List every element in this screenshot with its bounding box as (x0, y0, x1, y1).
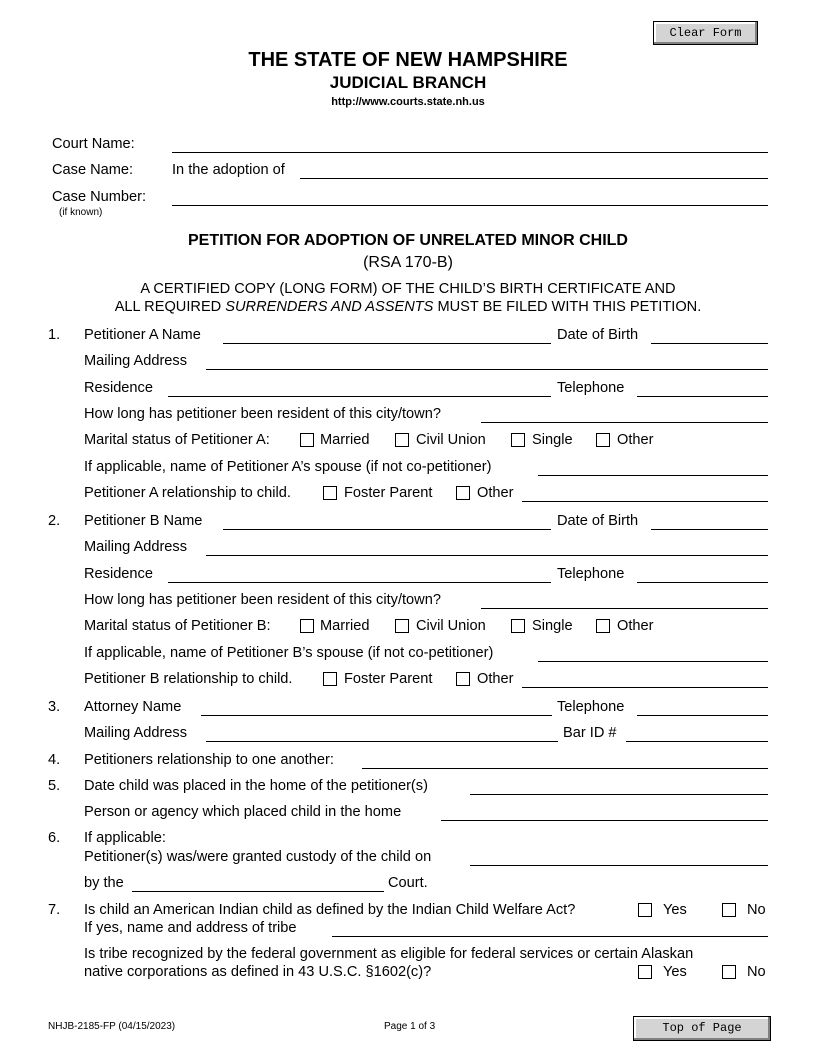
petitioner-b-rel-other-label: Other (477, 671, 514, 687)
form-id: NHJB-2185-FP (04/15/2023) (48, 1021, 176, 1032)
petitioner-b-mailing-field[interactable] (206, 555, 768, 556)
attorney-telephone-label: Telephone (557, 699, 625, 715)
case-number-field[interactable] (172, 205, 768, 206)
section-6-number: 6. (48, 830, 61, 846)
state-title: THE STATE OF NEW HAMPSHIRE (248, 49, 568, 71)
rsa-citation: (RSA 170-B) (363, 254, 453, 271)
relationship-one-another-label: Petitioners relationship to one another: (84, 752, 334, 768)
petitioner-a-mailing-field[interactable] (206, 369, 768, 370)
petitioner-b-rel-other-field[interactable] (522, 687, 768, 688)
petitioner-b-name-label: Petitioner B Name (84, 513, 203, 529)
case-number-label: Case Number: (52, 189, 147, 205)
petitioner-a-civil-union-checkbox[interactable] (395, 433, 409, 447)
tribe-recognized-no-checkbox[interactable] (722, 965, 736, 979)
clear-form-button[interactable]: Clear Form (653, 21, 758, 45)
section-3-number: 3. (48, 699, 61, 715)
bar-id-label: Bar ID # (563, 725, 617, 741)
notice-line-2 (0, 298, 816, 316)
petitioner-a-other-label: Other (617, 432, 654, 448)
case-name-field[interactable] (300, 178, 768, 179)
petitioner-b-marital-label: Marital status of Petitioner B: (84, 618, 271, 634)
icwa-yes-checkbox[interactable] (638, 903, 652, 917)
icwa-no-label: No (747, 902, 766, 918)
section-7-number: 7. (48, 902, 61, 918)
relationship-one-another-field[interactable] (362, 768, 768, 769)
petitioner-b-dob-field[interactable] (651, 529, 768, 530)
attorney-name-label: Attorney Name (84, 699, 182, 715)
attorney-name-field[interactable] (201, 715, 552, 716)
court-label: Court. (388, 875, 428, 891)
petition-title: PETITION FOR ADOPTION OF UNRELATED MINOR CHILD (188, 232, 628, 249)
section-4-number: 4. (48, 752, 61, 768)
petitioner-a-rel-other-field[interactable] (522, 501, 768, 502)
petitioner-b-foster-label: Foster Parent (344, 671, 433, 687)
petitioner-a-spouse-label: If applicable, name of Petitioner A’s spouse (if not co-petitioner) (84, 459, 492, 475)
petitioner-a-other-checkbox[interactable] (596, 433, 610, 447)
petitioner-a-name-label: Petitioner A Name (84, 327, 201, 343)
petitioner-a-marital-label: Marital status of Petitioner A: (84, 432, 270, 448)
petitioner-b-rel-other-checkbox[interactable] (456, 672, 470, 686)
petitioner-b-mailing-label: Mailing Address (84, 539, 188, 555)
icwa-no-checkbox[interactable] (722, 903, 736, 917)
petitioner-a-married-checkbox[interactable] (300, 433, 314, 447)
icwa-question: Is child an American Indian child as defined by the Indian Child Welfare Act? (84, 902, 576, 918)
attorney-mailing-label: Mailing Address (84, 725, 188, 741)
attorney-mailing-field[interactable] (206, 741, 558, 742)
court-url: http://www.courts.state.nh.us (331, 96, 485, 108)
petitioner-b-foster-checkbox[interactable] (323, 672, 337, 686)
petitioner-a-single-label: Single (532, 432, 573, 448)
if-known-note: (if known) (59, 207, 103, 218)
petitioner-a-dob-label: Date of Birth (557, 327, 639, 343)
petitioner-b-how-long-label: How long has petitioner been resident of this city/town? (84, 592, 441, 608)
branch-title: JUDICIAL BRANCH (329, 73, 487, 92)
petitioner-b-spouse-label: If applicable, name of Petitioner B’s spouse (if not co-petitioner) (84, 645, 494, 661)
petitioner-a-civil-union-label: Civil Union (416, 432, 486, 448)
if-applicable-label: If applicable: (84, 830, 166, 846)
custody-court-field[interactable] (132, 891, 384, 892)
by-the-label: by the (84, 875, 124, 891)
petitioner-a-residence-field[interactable] (168, 396, 551, 397)
petitioner-b-residence-label: Residence (84, 566, 153, 582)
petitioner-a-single-checkbox[interactable] (511, 433, 525, 447)
court-name-field[interactable] (172, 152, 768, 153)
petitioner-b-married-checkbox[interactable] (300, 619, 314, 633)
petitioner-b-single-label: Single (532, 618, 573, 634)
icwa-yes-label: Yes (663, 902, 687, 918)
tribe-recognized-line-1: Is tribe recognized by the federal government as eligible for federal services or certain Alaskan (84, 946, 694, 962)
court-name-label: Court Name: (52, 136, 135, 152)
petitioner-b-telephone-label: Telephone (557, 566, 625, 582)
petitioner-b-telephone-field[interactable] (637, 582, 768, 583)
bar-id-field[interactable] (626, 741, 768, 742)
placing-agency-field[interactable] (441, 820, 768, 821)
petitioner-b-relationship-label: Petitioner B relationship to child. (84, 671, 293, 687)
date-placed-field[interactable] (470, 794, 768, 795)
tribe-recognized-no-label: No (747, 964, 766, 980)
petitioner-a-married-label: Married (320, 432, 370, 448)
petitioner-a-residence-label: Residence (84, 380, 153, 396)
section-5-number: 5. (48, 778, 61, 794)
petitioner-a-telephone-label: Telephone (557, 380, 625, 396)
petitioner-b-single-checkbox[interactable] (511, 619, 525, 633)
petitioner-a-mailing-label: Mailing Address (84, 353, 188, 369)
top-of-page-button[interactable]: Top of Page (633, 1016, 771, 1041)
attorney-telephone-field[interactable] (637, 715, 768, 716)
petitioner-b-residence-field[interactable] (168, 582, 551, 583)
petitioner-a-rel-other-label: Other (477, 485, 514, 501)
petitioner-a-how-long-field[interactable] (481, 422, 768, 423)
notice-line-2-post: MUST BE FILED WITH THIS PETITION. (433, 299, 702, 315)
section-2-number: 2. (48, 513, 61, 529)
petitioner-a-telephone-field[interactable] (637, 396, 768, 397)
date-placed-label: Date child was placed in the home of the petitioner(s) (84, 778, 428, 794)
tribe-name-label: If yes, name and address of tribe (84, 920, 297, 936)
placing-agency-label: Person or agency which placed child in the home (84, 804, 402, 820)
petitioner-b-civil-union-checkbox[interactable] (395, 619, 409, 633)
petitioner-b-other-checkbox[interactable] (596, 619, 610, 633)
petitioner-a-foster-checkbox[interactable] (323, 486, 337, 500)
tribe-recognized-yes-checkbox[interactable] (638, 965, 652, 979)
adoption-of-label: In the adoption of (172, 162, 285, 178)
petitioner-a-foster-label: Foster Parent (344, 485, 433, 501)
notice-line-2-emphasis: SURRENDERS AND ASSENTS (225, 299, 434, 315)
petitioner-b-name-field[interactable] (223, 529, 551, 530)
section-1-number: 1. (48, 327, 61, 343)
petitioner-a-name-field[interactable] (223, 343, 551, 344)
tribe-name-field[interactable] (332, 936, 768, 937)
case-name-label: Case Name: (52, 162, 134, 178)
petitioner-a-spouse-field[interactable] (538, 475, 768, 476)
petitioner-b-how-long-field[interactable] (481, 608, 768, 609)
tribe-recognized-line-2: native corporations as defined in 43 U.S.C. §1602(c)? (84, 964, 432, 980)
petitioner-a-relationship-label: Petitioner A relationship to child. (84, 485, 291, 501)
petitioner-b-dob-label: Date of Birth (557, 513, 639, 529)
petitioner-b-spouse-field[interactable] (538, 661, 768, 662)
petitioner-a-rel-other-checkbox[interactable] (456, 486, 470, 500)
custody-granted-label: Petitioner(s) was/were granted custody of the child on (84, 849, 432, 865)
petitioner-b-civil-union-label: Civil Union (416, 618, 486, 634)
tribe-recognized-yes-label: Yes (663, 964, 687, 980)
page-number: Page 1 of 3 (384, 1021, 436, 1032)
petitioner-a-how-long-label: How long has petitioner been resident of this city/town? (84, 406, 441, 422)
custody-date-field[interactable] (470, 865, 768, 866)
notice-line-1: A CERTIFIED COPY (LONG FORM) OF THE CHILD’S BIRTH CERTIFICATE AND (140, 281, 676, 297)
notice-line-2-pre: ALL REQUIRED (114, 299, 226, 315)
petitioner-b-married-label: Married (320, 618, 370, 634)
petitioner-b-other-label: Other (617, 618, 654, 634)
petitioner-a-dob-field[interactable] (651, 343, 768, 344)
